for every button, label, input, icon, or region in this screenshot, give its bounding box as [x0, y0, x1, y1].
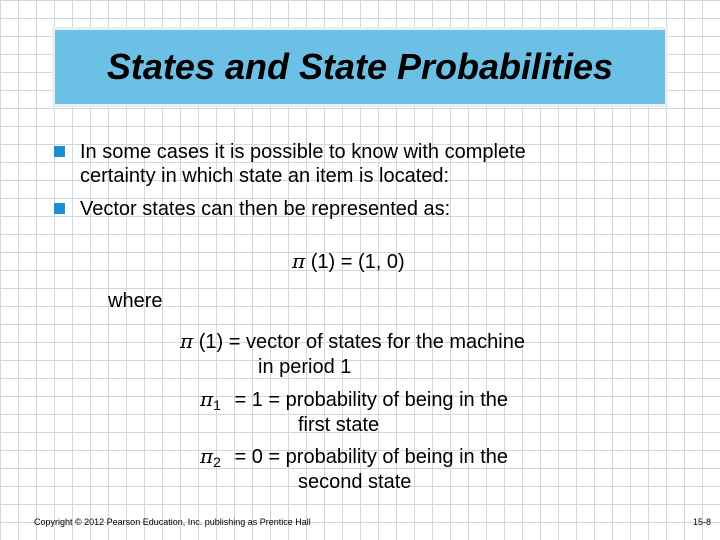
square-bullet-icon	[54, 146, 65, 157]
page-number: 15-8	[692, 517, 711, 527]
definition-pi2-line1: $\pi_2 = 0$ = probability of being in the	[200, 444, 509, 470]
pi-symbol: π	[292, 249, 306, 273]
definition-pi-1-line1: π (1) = vector of states for the machine	[180, 329, 525, 353]
title-banner	[52, 27, 668, 107]
copyright-footer: Copyright © 2012 Pearson Education, Inc. publishing as Prentice Hall	[34, 517, 311, 527]
bullet-text-1: In some cases it is possible to know with complete certainty in which state an item is located:	[80, 141, 526, 187]
definition-pi1-line2: first state	[298, 414, 380, 436]
square-bullet-icon	[54, 203, 65, 214]
definition-pi2-line2: second state	[298, 471, 412, 493]
slide-title: States and State Probabilities	[106, 46, 614, 87]
bullet-text-2: Vector states can then be represented as:	[80, 198, 451, 220]
state-vector-equation	[292, 249, 405, 274]
subscript: 1	[213, 397, 221, 413]
definition-pi-1-line2: in period 1	[258, 356, 352, 378]
definition-pi1-line1: $\pi_1 = 1$ = probability of being in the	[200, 387, 509, 413]
subscript: 2	[213, 454, 221, 470]
pi-symbol: π	[200, 444, 214, 468]
pi-symbol: π	[180, 329, 194, 353]
where-label: where	[108, 290, 163, 312]
pi-symbol: π	[200, 387, 214, 411]
equation-text: (1) = (1, 0)	[305, 251, 405, 273]
